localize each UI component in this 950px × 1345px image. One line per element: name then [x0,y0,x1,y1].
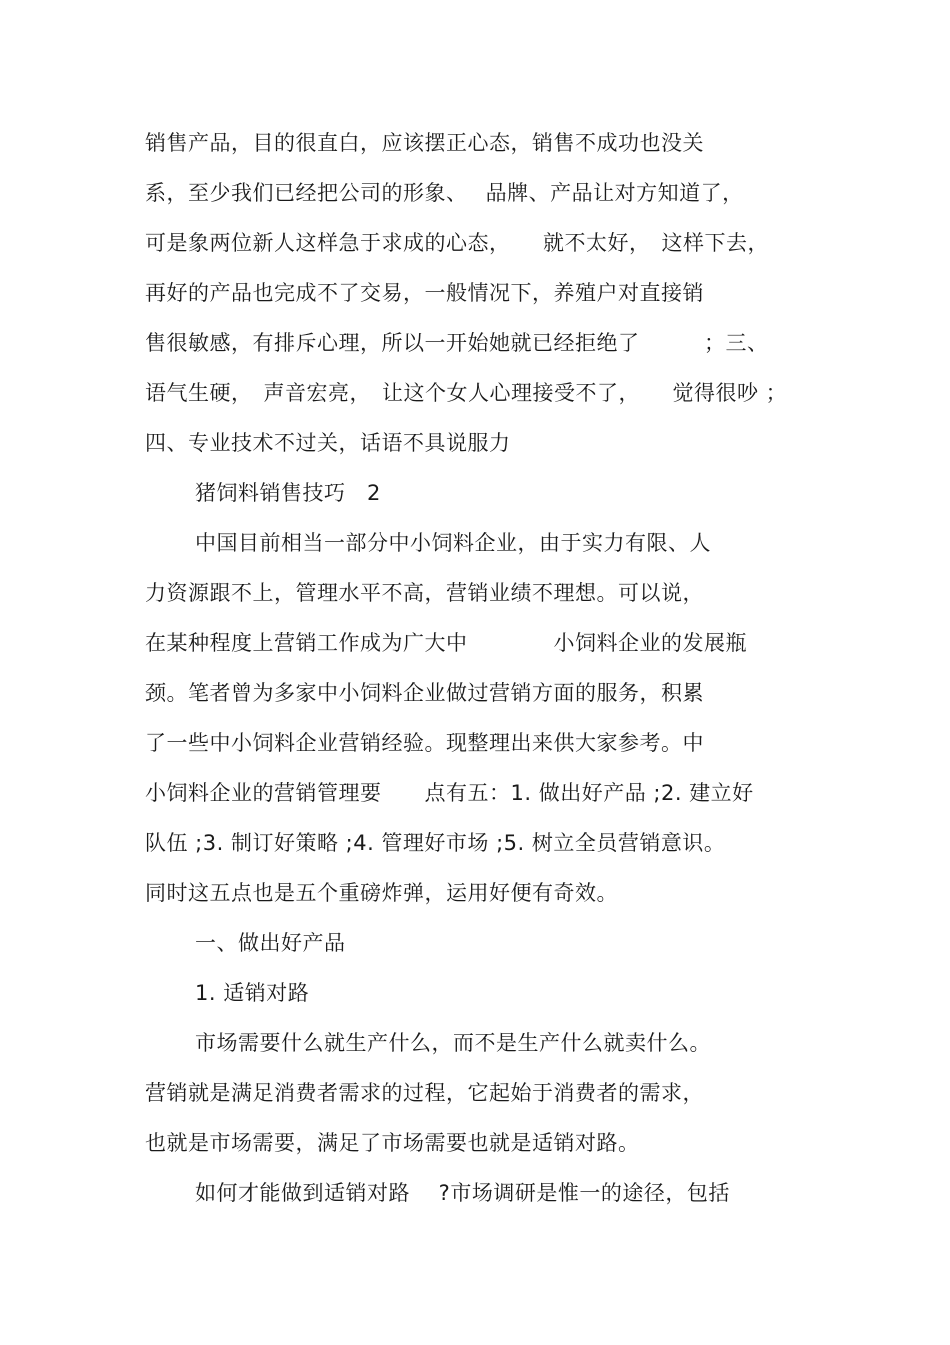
text-line: 在某种程度上营销工作成为广大中 小饲料企业的发展瓶 [145,631,747,655]
text-line: 销售产品，目的很直白，应该摆正心态，销售不成功也没关 [145,131,704,155]
text-line: 系，至少我们已经把公司的形象、 品牌、产品让对方知道了， [145,181,744,205]
text-line: 同时这五点也是五个重磅炸弹，运用好便有奇效。 [145,881,618,905]
text-line: 市场需要什么就生产什么，而不是生产什么就卖什么。 [195,1031,711,1055]
text-line: 营销就是满足消费者需求的过程，它起始于消费者的需求， [145,1081,704,1105]
section-heading: 一、做出好产品 [195,931,346,955]
text-line: 再好的产品也完成不了交易，一般情况下，养殖户对直接销 [145,281,704,305]
text-line: 可是象两位新人这样急于求成的心态， 就不太好， 这样下去， [145,231,769,255]
text-line: 如何才能做到适销对路 ?市场调研是惟一的途径，包括 [195,1181,730,1205]
text-line: 语气生硬， 声音宏亮， 让这个女人心理接受不了， 觉得很吵 ； [145,381,788,405]
text-line: 队伍 ;3. 制订好策略 ;4. 管理好市场 ;5. 树立全员营销意识。 [145,831,726,855]
text-line: 小饲料企业的营销管理要 点有五：1. 做出好产品 ;2. 建立好 [145,781,754,805]
text-line: 了一些中小饲料企业营销经验。现整理出来供大家参考。中 [145,731,704,755]
text-line: 四、专业技术不过关，话语不具说服力 [145,431,511,455]
text-line: 颈。笔者曾为多家中小饲料企业做过营销方面的服务，积累 [145,681,704,705]
subsection-heading: 1. 适销对路 [195,981,310,1005]
text-line: 力资源跟不上，管理水平不高，营销业绩不理想。可以说， [145,581,704,605]
text-line: 也就是市场需要，满足了市场需要也就是适销对路。 [145,1131,640,1155]
text-line: 售很敏感，有排斥心理，所以一开始她就已经拒绝了 ；三、 [145,331,769,355]
text-line: 中国目前相当一部分中小饲料企业，由于实力有限、人 [195,531,711,555]
section-heading: 猪饲料销售技巧 2 [195,481,381,505]
